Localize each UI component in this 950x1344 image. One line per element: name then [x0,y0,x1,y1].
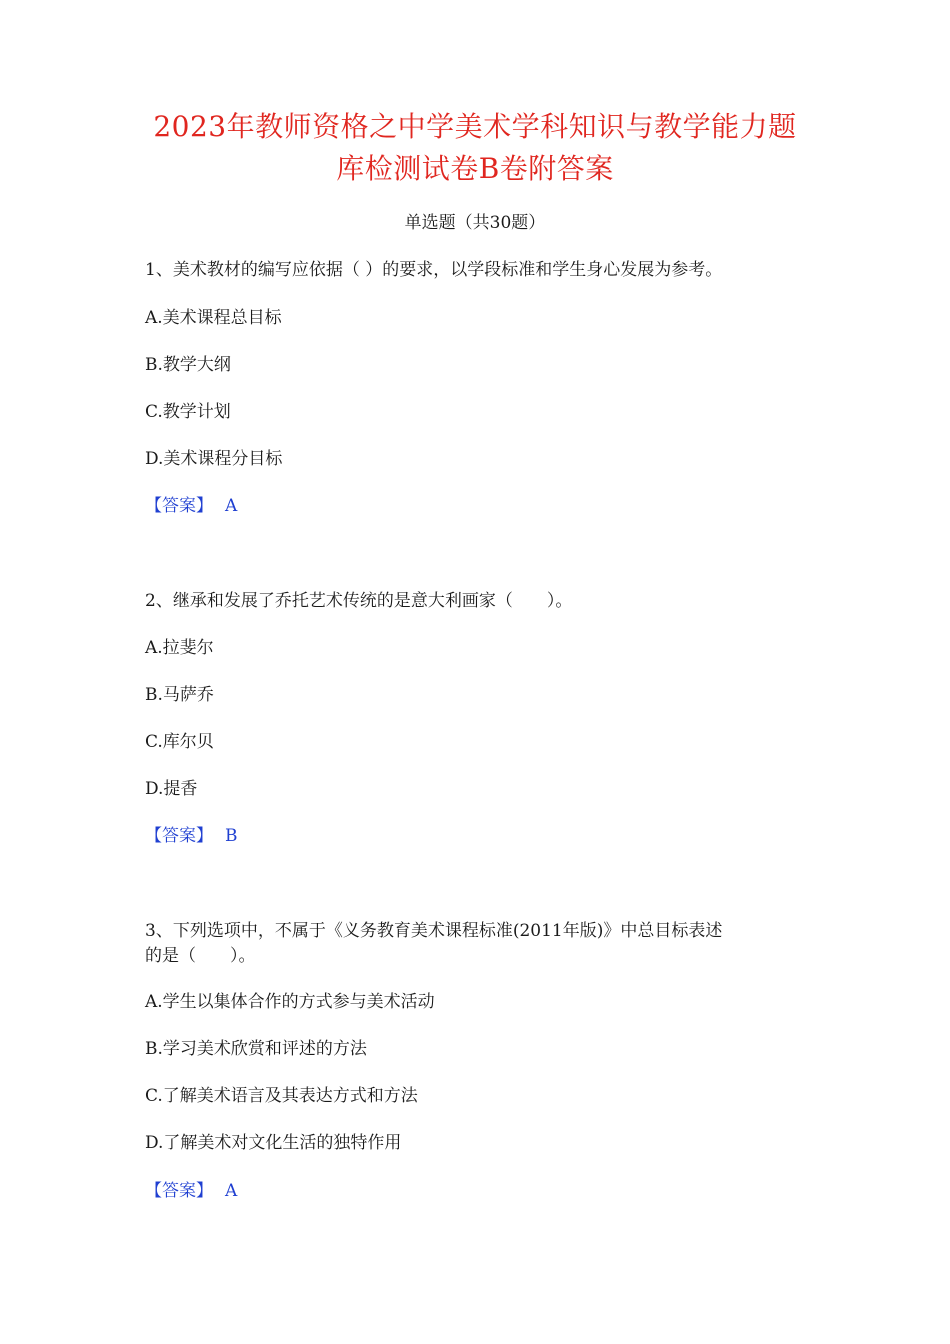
answer-tag: 【答案】 [145,496,213,516]
question-3-stem-line-2: 的是（ ）。 [145,946,256,966]
question-1-option-a: A.美术课程总目标 [145,308,282,328]
question-3-option-a: A.学生以集体合作的方式参与美术活动 [145,992,435,1012]
question-2-stem: 2、继承和发展了乔托艺术传统的是意大利画家（ ）。 [145,591,573,611]
question-1-option-c: C.教学计划 [145,402,231,422]
question-1-stem: 1、美术教材的编写应依据（ ）的要求，以学段标准和学生身心发展为参考。 [145,260,723,280]
title-line-2: 库检测试卷B卷附答案 [336,152,614,185]
answer-value: A [225,1181,238,1201]
question-2-option-c: C.库尔贝 [145,732,214,752]
question-2-option-d: D.提香 [145,779,198,799]
question-1-option-b: B.教学大纲 [145,355,231,375]
title-line-1: 2023年教师资格之中学美术学科知识与教学能力题 [153,110,797,143]
question-3-option-b: B.学习美术欣赏和评述的方法 [145,1039,367,1059]
answer-value: A [225,496,238,516]
question-2-answer [145,823,835,849]
answer-tag: 【答案】 [145,826,213,846]
document-title [60,106,890,190]
question-3-answer [145,1178,835,1204]
answer-tag: 【答案】 [145,1181,213,1201]
answer-value: B [225,826,238,846]
question-3-option-c: C.了解美术语言及其表达方式和方法 [145,1086,418,1106]
question-1-option-d: D.美术课程分目标 [145,449,283,469]
question-2-option-a: A.拉斐尔 [145,638,214,658]
question-2-option-b: B.马萨乔 [145,685,214,705]
question-3-stem-line-1: 3、下列选项中，不属于《义务教育美术课程标准(2011年版)》中总目标表述 [145,921,723,941]
question-3-option-d: D.了解美术对文化生活的独特作用 [145,1133,402,1153]
section-heading: 单选题（共30题） [404,213,546,233]
question-1-answer [145,493,835,519]
